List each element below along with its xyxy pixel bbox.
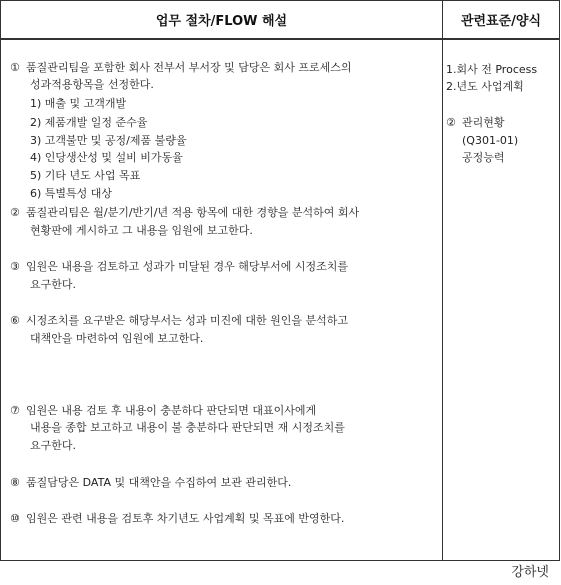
step-7-line-2: 내용을 종합 보고하고 내용이 불 충분하다 판단되면 재 시정조치를 [30, 421, 345, 434]
step-3-line-1: ③ 임원은 내용을 검토하고 성과가 미달된 경우 해당부서에 시정조치를 [10, 260, 349, 273]
step-number: ⑦ [10, 404, 20, 417]
step-2-line-1: ② 품질관리팀은 월/분기/반기/년 적용 항목에 대한 경향을 분석하여 회사 [10, 206, 360, 219]
column-header-standards: 관련표준/양식 [460, 13, 542, 29]
sub-item-5: 5) 기타 년도 사업 목표 [30, 169, 141, 182]
step-2-line-2: 현황판에 게시하고 그 내용을 임원에 보고한다. [30, 224, 253, 237]
step-8-line-1: ⑧ 품질담당은 DATA 및 대책안을 수집하여 보관 관리한다. [10, 476, 292, 489]
ref-company-process: 1.회사 전 Process [446, 63, 538, 76]
ref-management-status: ② 관리현황 [446, 116, 505, 129]
step-7-line-3: 요구한다. [30, 439, 77, 452]
ref-form-code: (Q301-01) [462, 134, 519, 147]
step-6-line-2: 대책안을 마련하여 임원에 보고한다. [30, 332, 204, 345]
step-number: ③ [10, 260, 20, 273]
sub-item-2: 2) 제품개발 일정 준수율 [30, 116, 148, 129]
ref-number: ② [446, 116, 456, 129]
sub-item-1: 1) 매출 및 고객개발 [30, 97, 127, 110]
step-number: ② [10, 206, 20, 219]
step-1-line-2: 성과적용항목을 선정한다. [30, 78, 154, 91]
step-number: ⑥ [10, 314, 20, 327]
ref-annual-plan: 2.년도 사업계획 [446, 80, 524, 93]
column-header-procedure: 업무 절차/FLOW 해설 [155, 13, 288, 29]
step-10-line-1: ⑩ 임원은 관련 내용을 검토후 차기년도 사업계획 및 목표에 반영한다. [10, 512, 345, 525]
ref-process-capability: 공정능력 [462, 151, 505, 164]
sub-item-4: 4) 인당생산성 및 설비 비가동율 [30, 151, 183, 164]
step-number: ⑩ [10, 512, 20, 525]
sub-item-3: 3) 고객불만 및 공정/제품 불량율 [30, 134, 187, 147]
step-3-line-2: 요구한다. [30, 278, 77, 291]
sub-item-6: 6) 특별특성 대상 [30, 187, 113, 200]
footer-signature: 강하넷 [511, 565, 549, 580]
step-7-line-1: ⑦ 임원은 내용 검토 후 내용이 충분하다 판단되면 대표이사에게 [10, 404, 317, 417]
step-1-line-1: ① 품질관리팀을 포함한 회사 전부서 부서장 및 담당은 회사 프로세스의 [10, 61, 352, 74]
step-number: ① [10, 61, 20, 74]
step-6-line-1: ⑥ 시정조치를 요구받은 해당부서는 성과 미진에 대한 원인을 분석하고 [10, 314, 349, 327]
step-number: ⑧ [10, 476, 20, 489]
